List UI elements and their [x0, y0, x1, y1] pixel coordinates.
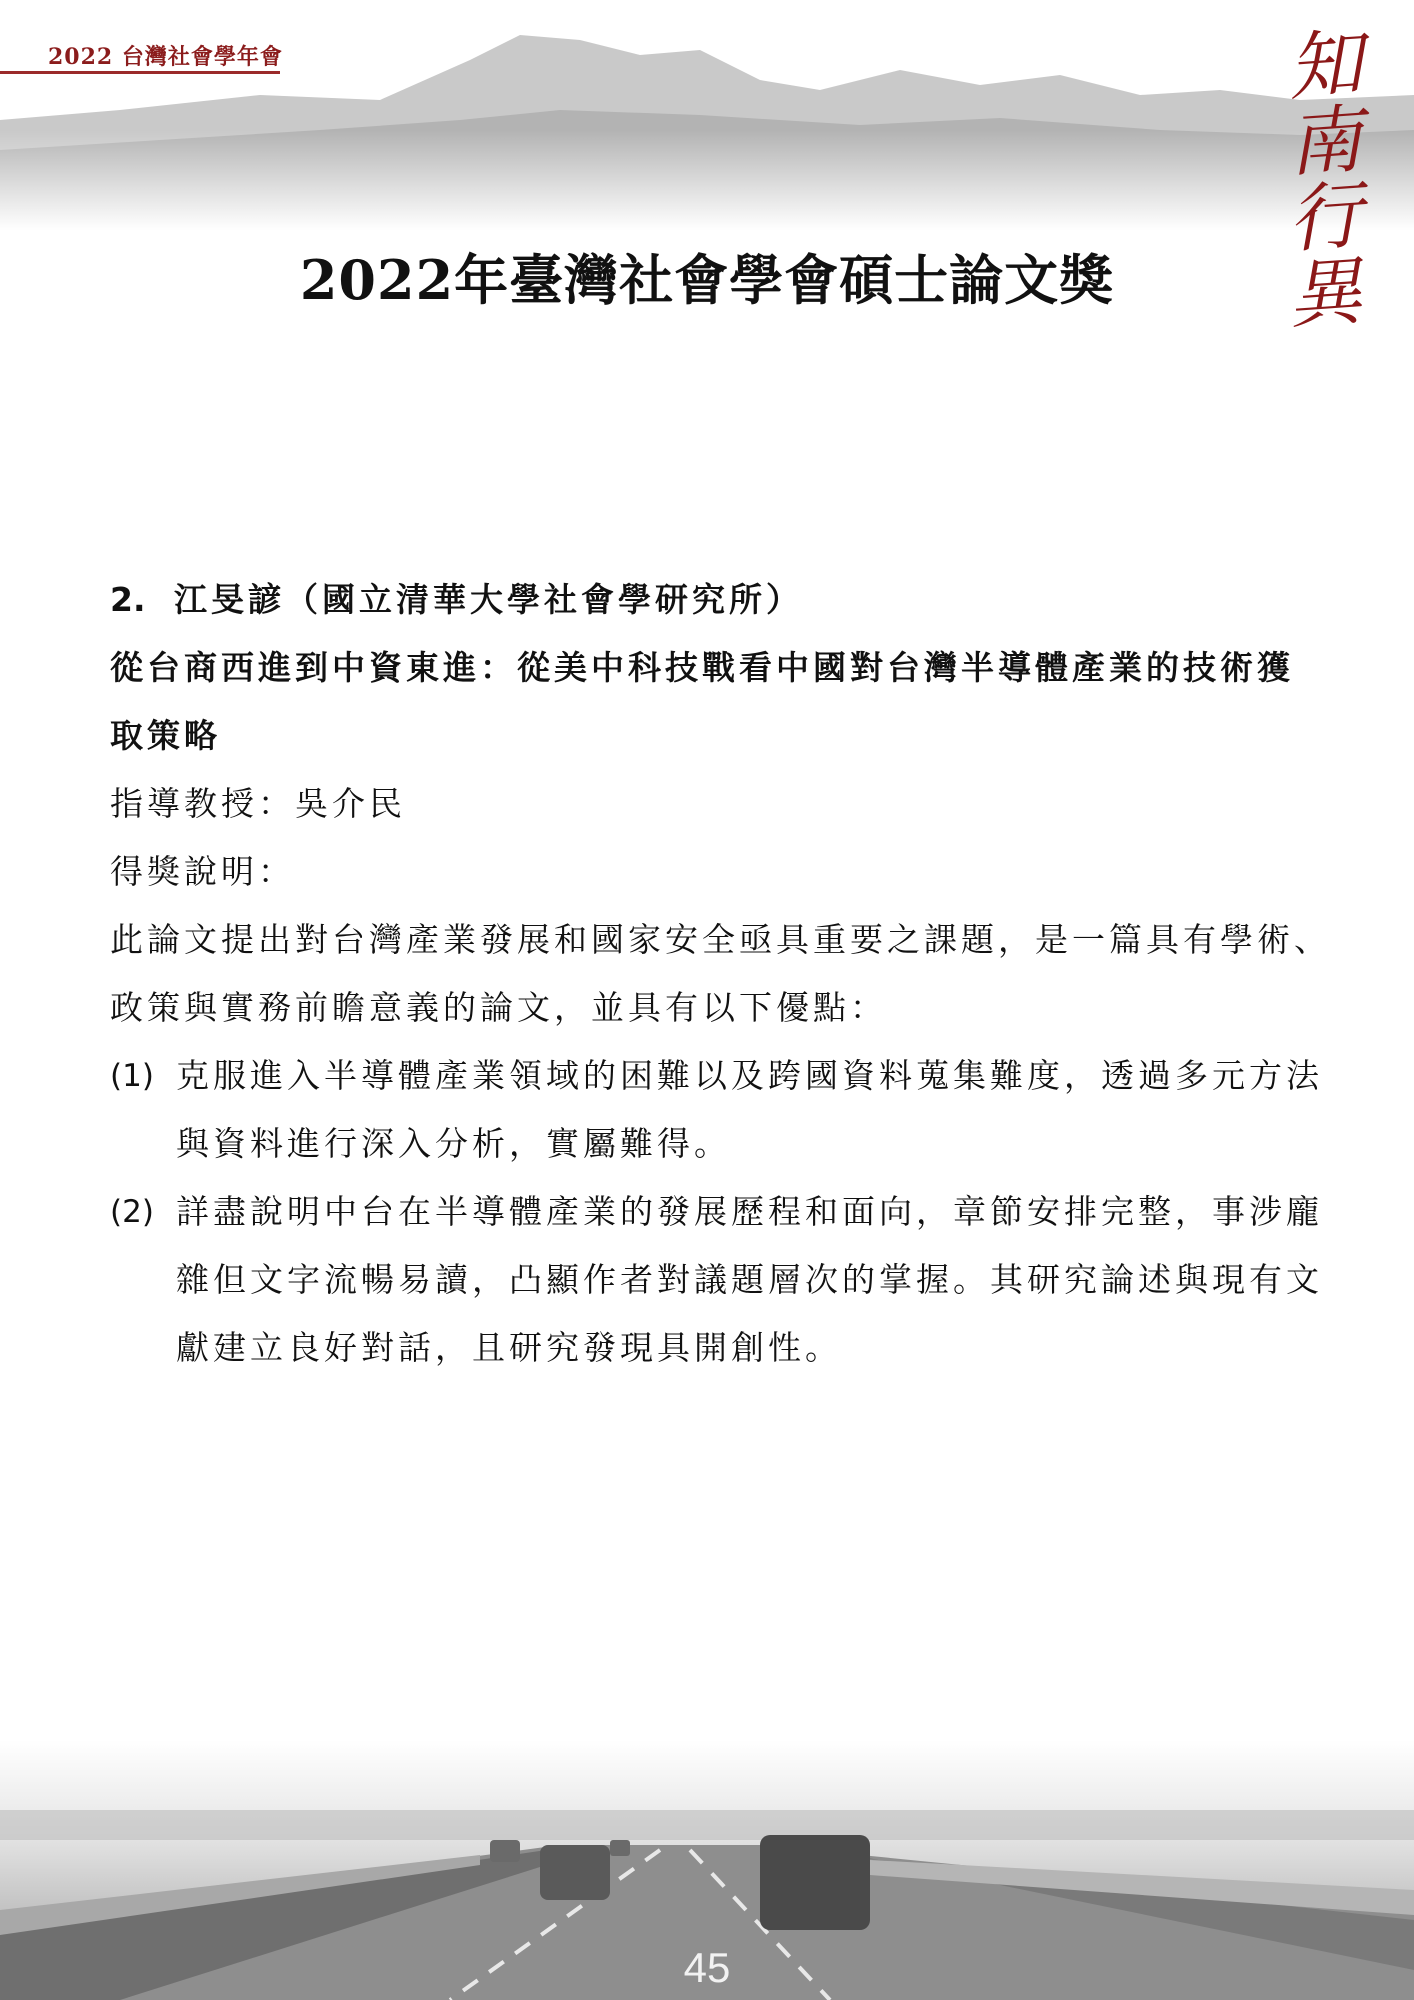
- entry-number: 2.: [110, 580, 146, 619]
- page-number: 45: [683, 1944, 731, 1991]
- paragraph-line: 此論文提出對台灣產業發展和國家安全亟具重要之課題，是一篇具有學術、: [110, 920, 1331, 959]
- award-heading: 得獎說明：: [110, 852, 295, 891]
- header-divider: [0, 71, 280, 74]
- item-line: 雜但文字流暢易讀，凸顯作者對議題層次的掌握。其研究論述與現有文: [176, 1260, 1323, 1299]
- item-marker: (2): [110, 1194, 154, 1230]
- calligraphy-char: 行: [1285, 172, 1365, 264]
- calligraphy-char: 異: [1285, 248, 1365, 340]
- thesis-title-line: 從台商西進到中資東進：從美中科技戰看中國對台灣半導體產業的技術獲: [110, 648, 1294, 687]
- intro-paragraph: [110, 906, 1360, 1042]
- author-name: 江旻諺（國立清華大學社會學研究所）: [174, 580, 803, 619]
- author-line: [110, 566, 1360, 634]
- item-line: 與資料進行深入分析，實屬難得。: [176, 1124, 731, 1163]
- merit-item: [110, 1042, 1360, 1178]
- item-marker: (1): [110, 1058, 154, 1094]
- page-title: 2022年臺灣社會學會碩士論文獎: [299, 248, 1115, 312]
- mountain-banner-image: [0, 0, 1414, 230]
- item-line: 獻建立良好對話，且研究發現具開創性。: [176, 1328, 842, 1367]
- award-entry: [110, 566, 1360, 1382]
- conference-label: 2022 台灣社會學年會: [48, 44, 283, 70]
- merit-item: [110, 1178, 1360, 1382]
- thesis-title-line: 取策略: [110, 716, 221, 755]
- calligraphy-char: 南: [1285, 96, 1365, 188]
- item-line: 克服進入半導體產業領域的困難以及跨國資料蒐集難度，透過多元方法: [176, 1056, 1323, 1095]
- item-line: 詳盡說明中台在半導體產業的發展歷程和面向，章節安排完整，事涉龐: [176, 1192, 1323, 1231]
- paragraph-line: 政策與實務前瞻意義的論文，並具有以下優點：: [110, 988, 887, 1027]
- advisor-line: 指導教授：吳介民: [110, 784, 406, 823]
- calligraphy-char: 知: [1285, 20, 1365, 112]
